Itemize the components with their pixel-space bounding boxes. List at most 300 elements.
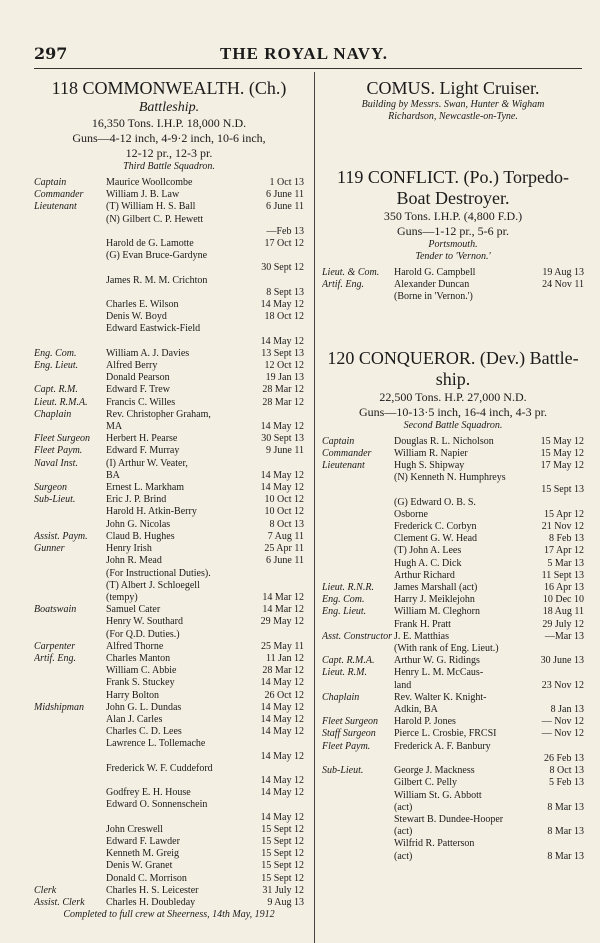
officer-name: Kenneth M. Greig <box>106 848 180 860</box>
officer-row <box>322 472 584 484</box>
officer-row <box>34 250 304 262</box>
officer-date: 9 Aug 13 <box>267 896 304 908</box>
officer-name: Edward F. Lawder <box>106 835 180 847</box>
officer-row <box>34 421 304 433</box>
officer-date: 15 Sept 12 <box>261 835 304 847</box>
officer-name: Hugh S. Shipway <box>394 460 465 472</box>
officer-name <box>106 262 244 274</box>
officer-date: 21 Nov 12 <box>541 521 584 533</box>
officer-rank <box>34 751 106 763</box>
officer-rank <box>34 238 106 250</box>
builder: Building by Messrs. Swan, Hunter & Wigham <box>361 99 545 110</box>
officer-name: Rev. Walter K. Knight- <box>394 691 487 703</box>
officer-date <box>244 738 304 750</box>
officer-name <box>394 484 524 496</box>
officer-name: Wilfrid R. Patterson <box>394 838 475 850</box>
officer-row <box>34 360 304 372</box>
officer-rank <box>34 275 106 287</box>
officer-date <box>244 275 304 287</box>
officer-name <box>106 287 244 299</box>
officer-date <box>524 667 584 679</box>
officer-date: 14 May 12 <box>260 750 304 762</box>
officer-rank: Carpenter <box>34 640 76 652</box>
officer-date: 28 Mar 12 <box>262 665 304 677</box>
officer-row <box>322 509 584 521</box>
officer-row <box>322 606 584 618</box>
officer-rank <box>34 568 106 580</box>
officer-row <box>322 741 584 753</box>
officer-rank <box>322 802 394 814</box>
ship-heading-conflict: 119 CONFLICT. (Po.) Torpedo- <box>337 167 569 187</box>
officer-row <box>34 616 304 628</box>
officer-name: Frank H. Pratt <box>394 618 451 630</box>
conqueror-squadron: Second Battle Squadron. <box>403 419 503 431</box>
officer-date: 25 May 11 <box>261 640 304 652</box>
officer-name: (For Instructional Duties). <box>106 567 211 579</box>
officer-name: (G) Evan Bruce-Gardyne <box>106 250 208 262</box>
officer-name: Edward F. Trew <box>106 384 170 396</box>
officer-row <box>322 582 584 594</box>
officer-row <box>34 238 304 250</box>
officer-date <box>524 472 584 484</box>
officer-rank <box>34 580 106 592</box>
officer-date <box>524 497 584 509</box>
squadron: Third Battle Squadron. <box>123 161 215 172</box>
officer-row <box>34 177 304 189</box>
builder-cont: Richardson, Newcastle-on-Tyne. <box>388 111 518 122</box>
officer-date: 14 May 12 <box>260 787 304 799</box>
ship-guns-cont: 12-12 pr., 12-3 pr. <box>125 146 213 160</box>
officer-name: Osborne <box>394 508 428 520</box>
officer-rank: Boatswain <box>34 604 77 616</box>
ship-heading-conqueror-cont: ship. <box>435 368 471 389</box>
officer-name <box>106 775 244 787</box>
officer-name: (N) Gilbert C. P. Hewett <box>106 213 204 225</box>
officer-date: 6 June 11 <box>266 189 304 201</box>
officer-name: John G. Nicolas <box>106 518 171 530</box>
officer-date: 23 Nov 12 <box>541 679 584 691</box>
officer-date: 15 Sept 12 <box>261 872 304 884</box>
page-number: 297 <box>34 44 68 63</box>
officer-rank: Commander <box>322 447 372 459</box>
officer-rank <box>322 472 394 484</box>
officer-name: William St. G. Abbott <box>394 789 482 801</box>
officer-date <box>524 291 584 303</box>
officer-rank: Assist. Clerk <box>34 896 85 908</box>
officer-name: Herbert H. Pearse <box>106 433 178 445</box>
officer-date <box>244 763 304 775</box>
ship-heading-commonwealth: 118 COMMONWEALTH. (Ch.) <box>51 78 287 98</box>
officer-rank <box>34 824 106 836</box>
officer-name: Stewart B. Dundee-Hooper <box>394 813 504 825</box>
officer-rank: Assist. Paym. <box>34 530 88 542</box>
officer-name: William R. Napier <box>394 447 468 459</box>
officer-row <box>34 665 304 677</box>
ship-heading-conqueror: 120 CONQUEROR. (Dev.) Battle- <box>327 347 579 368</box>
officer-date: 14 May 12 <box>260 774 304 786</box>
officer-date: 10 Oct 12 <box>264 506 304 518</box>
ship-type: Battleship. <box>138 100 200 115</box>
officer-row <box>34 860 304 872</box>
officer-name: (For Q.D. Duties.) <box>106 628 180 640</box>
officer-rank <box>34 848 106 860</box>
officer-name: Harold G. Campbell <box>394 267 476 278</box>
officer-name: William A. J. Davies <box>106 347 190 359</box>
officer-rank: Clerk <box>34 884 57 896</box>
officer-date: 19 Aug 13 <box>542 267 584 278</box>
officer-name: William M. Cleghorn <box>394 606 480 618</box>
officer-row <box>34 751 304 763</box>
officer-rank <box>34 250 106 262</box>
officer-row <box>34 189 304 201</box>
officer-rank: Sub-Lieut. <box>322 765 364 777</box>
officer-row <box>322 643 584 655</box>
officer-rank <box>322 777 394 789</box>
officer-name: William J. B. Law <box>106 189 180 201</box>
officer-date: 14 May 12 <box>260 713 304 725</box>
ship-guns: Guns—4-12 inch, 4-9·2 inch, 10-6 inch, <box>72 131 266 145</box>
officer-name: Charles H. Doubleday <box>106 896 196 908</box>
officer-date: 17 Apr 12 <box>544 545 584 557</box>
officer-name: (Borne in 'Vernon.') <box>394 291 473 303</box>
officer-row <box>34 348 304 360</box>
officer-row <box>34 336 304 348</box>
officer-name: Harold de G. Lamotte <box>106 238 194 250</box>
officer-rank <box>322 558 394 570</box>
officer-row <box>322 436 584 448</box>
officer-row <box>34 885 304 897</box>
officer-rank: Lieut. R.N.R. <box>322 582 374 594</box>
officer-rank <box>34 763 106 775</box>
officer-rank <box>34 665 106 677</box>
officer-row <box>34 531 304 543</box>
officer-date: 26 Feb 13 <box>544 752 584 764</box>
officer-date <box>524 741 584 753</box>
officer-name: Charles E. Wilson <box>106 299 179 311</box>
officer-name: Ernest L. Markham <box>106 482 185 494</box>
officer-rank <box>322 570 394 582</box>
officer-row <box>34 555 304 567</box>
officer-rank: Midshipman <box>34 701 84 713</box>
conqueror-guns: Guns—10-13·5 inch, 16-4 inch, 4-3 pr. <box>359 404 547 419</box>
officer-name: (G) Edward O. B. S. <box>394 496 476 508</box>
officer-row <box>34 384 304 396</box>
officer-name: BA <box>106 469 120 481</box>
officer-rank: Fleet Paym. <box>34 445 83 457</box>
officer-date: 14 Mar 12 <box>262 604 304 616</box>
officer-name: Alexander Duncan <box>394 279 470 291</box>
officer-rank <box>34 287 106 299</box>
officer-row <box>322 728 584 740</box>
officer-name <box>106 336 244 348</box>
conflict-stats: 350 Tons. I.H.P. (4,800 F.D.) <box>383 209 523 223</box>
officer-row <box>322 704 584 716</box>
left-column <box>34 78 304 921</box>
officer-row <box>322 765 584 777</box>
officer-row <box>34 214 304 226</box>
officer-name: Alan J. Carles <box>106 713 163 725</box>
officer-rank: Capt. R.M.A. <box>322 655 375 667</box>
officer-rank <box>34 714 106 726</box>
officer-row <box>322 267 584 279</box>
officer-rank: Lieutenant <box>34 201 77 213</box>
officer-rank <box>322 533 394 545</box>
officer-date: 5 Mar 13 <box>547 557 584 569</box>
officer-row <box>322 460 584 472</box>
officer-row <box>34 262 304 274</box>
officer-row <box>34 275 304 287</box>
officer-rank: Lieut. R.M.A. <box>34 396 88 408</box>
officer-date: 7 Aug 11 <box>267 530 304 542</box>
officer-rank <box>34 690 106 702</box>
officer-date: 1 Oct 13 <box>269 177 304 188</box>
officer-name: (I) Arthur W. Veater, <box>106 457 188 469</box>
officer-rank: Eng. Lieut. <box>322 606 367 618</box>
officer-date <box>244 568 304 580</box>
officer-date: 8 Oct 13 <box>549 765 584 777</box>
officer-date: 14 May 12 <box>260 335 304 347</box>
officer-name: Claud B. Hughes <box>106 530 175 542</box>
officer-rank <box>34 616 106 628</box>
officer-rank <box>322 851 394 863</box>
officer-row <box>34 409 304 421</box>
officer-row <box>322 594 584 606</box>
officer-row <box>34 677 304 689</box>
officer-row <box>322 521 584 533</box>
officer-name: Charles Manton <box>106 652 171 664</box>
officer-name: Donald C. Morrison <box>106 872 187 884</box>
officer-date: 16 Apr 13 <box>544 582 584 594</box>
officer-date: 17 Oct 12 <box>264 238 304 250</box>
officer-name: Charles H. S. Leicester <box>106 884 199 896</box>
officer-name: (act) <box>394 850 413 862</box>
officer-rank: Staff Surgeon <box>322 728 376 740</box>
officer-date: 24 Nov 11 <box>542 279 584 291</box>
footnote: Completed to full crew at Sheerness, 14th May, 1912 <box>63 909 275 921</box>
officer-date <box>244 250 304 262</box>
officer-name <box>394 753 524 765</box>
officer-date: 15 Apr 12 <box>544 508 584 520</box>
officer-row <box>322 631 584 643</box>
officer-rank: Lieut. & Com. <box>322 267 380 278</box>
right-column <box>322 78 584 863</box>
officer-rank <box>34 860 106 872</box>
conflict-guns: Guns—1-12 pr., 5-6 pr. <box>397 224 509 238</box>
officer-rank: Fleet Paym. <box>322 740 371 752</box>
officer-name: Clement G. W. Head <box>394 533 478 545</box>
officer-date: 5 Feb 13 <box>549 777 584 789</box>
officer-name: Francis C. Willes <box>106 396 176 408</box>
conflict-station: Portsmouth. <box>428 239 478 250</box>
officer-date: 15 Sept 12 <box>261 848 304 860</box>
officer-row <box>322 692 584 704</box>
officer-date <box>524 692 584 704</box>
officer-rank <box>34 738 106 750</box>
officer-date: 28 Mar 12 <box>262 384 304 396</box>
conflict-tender: Tender to 'Vernon.' <box>415 251 491 262</box>
officer-name: Godfrey E. H. House <box>106 787 191 799</box>
officer-name: Harry J. Meiklejohn <box>394 594 475 606</box>
officer-name: Denis W. Granet <box>106 860 173 872</box>
officer-rank <box>34 775 106 787</box>
officer-name: Pierce L. Crosbie, FRCSI <box>394 728 497 740</box>
officer-row <box>34 799 304 811</box>
officer-rank <box>34 677 106 689</box>
officer-row <box>322 279 584 291</box>
officer-row <box>322 484 584 496</box>
officer-name: Adkin, BA <box>394 704 438 716</box>
officer-rank: Eng. Com. <box>322 594 365 606</box>
officer-name: Hugh A. C. Dick <box>394 557 462 569</box>
officer-rank <box>34 421 106 433</box>
officer-date: 12 Oct 12 <box>264 360 304 372</box>
officer-name: (With rank of Eng. Lieut.) <box>394 643 499 655</box>
conflict-officer-list <box>322 267 584 304</box>
officer-rank <box>34 299 106 311</box>
officer-date: 8 Mar 13 <box>547 826 584 838</box>
officer-row <box>34 543 304 555</box>
officer-date: 17 May 12 <box>540 460 584 472</box>
officer-rank <box>322 521 394 533</box>
officer-row <box>34 873 304 885</box>
officer-row <box>34 311 304 323</box>
officer-rank: Lieutenant <box>322 460 365 472</box>
officer-date: 8 Jan 13 <box>550 704 584 716</box>
officer-date <box>244 458 304 470</box>
officer-name <box>106 751 244 763</box>
officer-row <box>322 497 584 509</box>
officer-row <box>322 558 584 570</box>
officer-name: Henry L. M. McCaus- <box>394 667 484 679</box>
officer-row <box>322 753 584 765</box>
officer-name: Edward F. Murray <box>106 445 180 457</box>
officer-name: (T) John A. Lees <box>394 545 462 557</box>
officer-name: Edward O. Sonnenschein <box>106 799 208 811</box>
officer-rank <box>34 506 106 518</box>
officer-name: Douglas R. L. Nicholson <box>394 435 494 447</box>
officer-name: Alfred Berry <box>106 360 158 372</box>
officer-date <box>244 409 304 421</box>
officer-name: Lawrence L. Tollemache <box>106 738 206 750</box>
officer-date: 8 Mar 13 <box>547 801 584 813</box>
officer-rank <box>322 484 394 496</box>
officer-rank: Capt. R.M. <box>34 384 78 396</box>
officer-row <box>34 397 304 409</box>
officer-date: 8 Feb 13 <box>549 533 584 545</box>
officer-row <box>322 291 584 303</box>
officer-rank <box>322 838 394 850</box>
officer-row <box>34 299 304 311</box>
officer-name: Donald Pearson <box>106 372 170 384</box>
officer-date <box>524 643 584 655</box>
officer-date: 10 Dec 10 <box>542 594 584 606</box>
officer-rank <box>322 680 394 692</box>
officer-rank: Fleet Surgeon <box>34 433 91 445</box>
officer-date: 14 May 12 <box>260 482 304 494</box>
officer-name: Gilbert C. Pelly <box>394 777 458 789</box>
officer-name: George J. Mackness <box>394 765 475 777</box>
officer-date: 8 Mar 13 <box>547 850 584 862</box>
officer-name: MA <box>106 421 123 433</box>
officer-date: 14 May 12 <box>260 726 304 738</box>
officer-row <box>34 763 304 775</box>
officer-name: (tempy) <box>106 591 138 603</box>
officer-date: 10 Oct 12 <box>264 494 304 506</box>
ship-heading-comus: COMUS. Light Cruiser. <box>366 78 540 98</box>
officer-row <box>322 545 584 557</box>
officer-row <box>34 653 304 665</box>
officer-row <box>34 787 304 799</box>
officer-name: Frank S. Stuckey <box>106 677 175 689</box>
officer-name: (T) William H. S. Ball <box>106 201 196 213</box>
officer-date: 31 July 12 <box>262 884 304 896</box>
officer-date: 15 May 12 <box>540 435 584 447</box>
officer-name: John R. Mead <box>106 555 162 567</box>
officer-name: James R. M. M. Crichton <box>106 274 208 286</box>
officer-date: 30 Sept 13 <box>261 433 304 445</box>
officer-rank: Chaplain <box>34 408 72 420</box>
officer-date: 9 June 11 <box>266 445 304 457</box>
officer-date: 30 Sept 12 <box>261 262 304 274</box>
officer-date <box>244 580 304 592</box>
officer-name: Edward Eastwick-Field <box>106 323 201 335</box>
officer-row <box>34 775 304 787</box>
officer-row <box>34 580 304 592</box>
officer-rank <box>34 372 106 384</box>
officer-date: 18 Aug 11 <box>542 606 584 618</box>
officer-rank <box>34 226 106 238</box>
column-divider <box>314 72 315 943</box>
officer-date <box>524 790 584 802</box>
officer-name: (act) <box>394 826 413 838</box>
officer-name: Alfred Thorne <box>106 640 164 652</box>
officer-row <box>322 790 584 802</box>
officer-rank <box>34 470 106 482</box>
officer-rank <box>322 826 394 838</box>
officer-name: Denis W. Boyd <box>106 311 167 323</box>
officer-date: 14 May 12 <box>260 421 304 433</box>
officer-name: William C. Abbie <box>106 665 177 677</box>
officer-row <box>34 568 304 580</box>
officer-row <box>34 836 304 848</box>
officer-row <box>322 802 584 814</box>
officer-row <box>34 226 304 238</box>
officer-rank <box>34 873 106 885</box>
officer-row <box>34 323 304 335</box>
officer-date: 29 July 12 <box>542 618 584 630</box>
officer-name: Rev. Christopher Graham, <box>106 408 211 420</box>
officer-row <box>322 838 584 850</box>
officer-date <box>244 629 304 641</box>
officer-row <box>34 201 304 213</box>
officer-name <box>106 226 244 238</box>
officer-name: Frederick C. Corbyn <box>394 521 477 533</box>
officer-name: Eric J. P. Brind <box>106 494 167 506</box>
officer-row <box>34 702 304 714</box>
officer-row <box>34 714 304 726</box>
officer-name: Harry Bolton <box>106 689 160 701</box>
officer-rank <box>34 812 106 824</box>
officer-rank: Asst. Constructor <box>322 630 393 642</box>
officer-row <box>34 458 304 470</box>
officer-rank <box>34 592 106 604</box>
officer-date: 14 May 12 <box>260 299 304 311</box>
officer-date: 15 May 12 <box>540 447 584 459</box>
officer-row <box>322 570 584 582</box>
officer-rank <box>34 799 106 811</box>
officer-row <box>322 777 584 789</box>
officer-row <box>34 519 304 531</box>
